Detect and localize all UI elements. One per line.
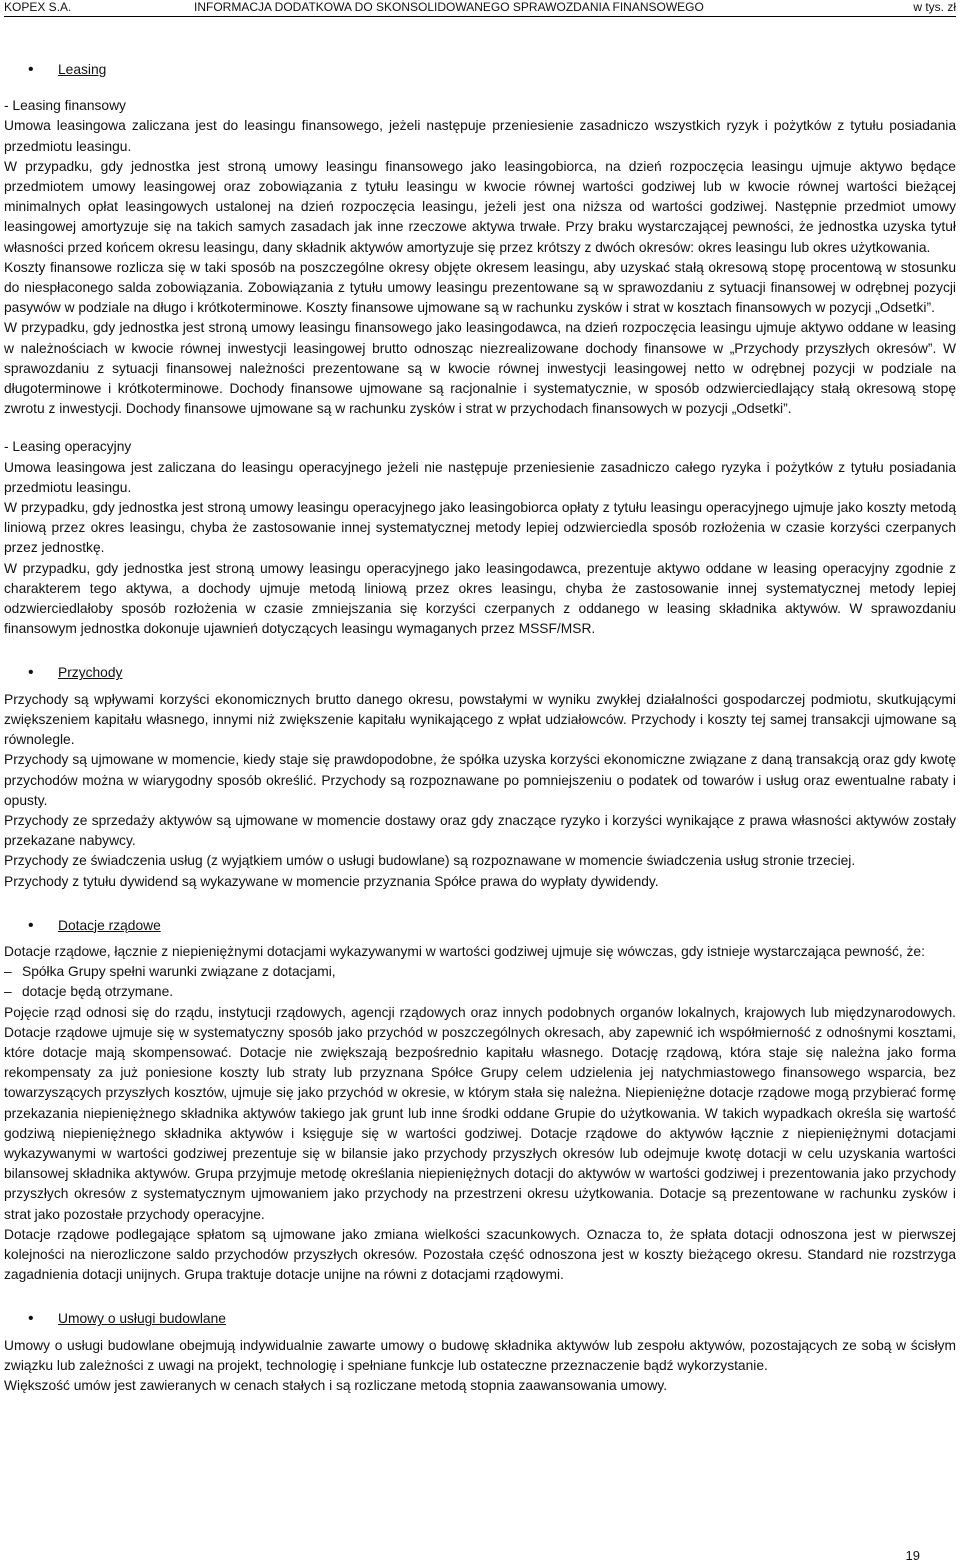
paragraph: W przypadku, gdy jednostka jest stroną umowy leasingu operacyjnego jako leasingodawca, prezentuje aktywo oddane w leasing operacyjny zgodnie z charakterem tego aktywa, a dochody ujmuje metodą liniową przez okres leasingu, chyba że zastosowanie innej systematycznej metody lepiej odzwierciedlałoby sposób rozłożenia w czasie zmniejszania się korzyści czerpanych z oddanego w leasing składnika aktywów. W sprawozdaniu finansowym jednostka dokonuje ujawnień dotyczących leasingu wymaganych przez MSSF/MSR. <box>4 560 956 637</box>
paragraph: Umowy o usługi budowlane obejmują indywidualnie zawarte umowy o budowę składnika aktywów lub zespołu aktywów, pozostających ze sobą w ścisłym związku lub zależności z uwagi na projekt, technologię i spełniane funkcje lub ostateczne przeznaczenie bądź wykorzystanie. <box>4 1337 956 1373</box>
section-heading-leasing <box>4 60 956 80</box>
paragraph: Dotacje rządowe, łącznie z niepieniężnymi dotacjami wykazywanymi w wartości godziwej ujmuje się wówczas, gdy istnieje wystarczająca pewność, że: <box>4 943 925 959</box>
units-note: w tys. zł <box>913 0 956 14</box>
list-item-text: dotacje będą otrzymane. <box>22 984 174 1000</box>
paragraph: Przychody ze sprzedaży aktywów są ujmowane w momencie dostawy oraz gdy znaczące ryzyko i korzyści wynikające z prawa własności aktywów zostały przekazane nabywcy. <box>4 812 956 849</box>
paragraph: Przychody są wpływami korzyści ekonomicznych brutto danego okresu, powstałymi w wyniku zwykłej działalności gospodarczej podmiotu, skutkującymi zwiększeniem kapitału własnego, innymi niż zwiększenie kapitału wynikającego z wpłat udziałowców. Przychody i koszty tej samej transakcji ujmowane są równolegle. <box>4 691 956 748</box>
section-title: Leasing <box>58 62 107 77</box>
list-item <box>4 962 956 982</box>
document-body <box>4 54 956 1396</box>
paragraph: W przypadku, gdy jednostka jest stroną umowy leasingu finansowego jako leasingobiorca, na dzień rozpoczęcia leasingu ujmuje aktywo będące przedmiotem umowy leasingowej oraz zobowiązania z tytułu leasingu w kwocie równej wartości godziwej lub w kwocie równej wartości bieżącej minimalnych opłat leasingowych ustalonej na dzień rozpoczęcia leasingu, jeżeli jest ona niższa od wartości godziwej. Następnie przedmiot umowy leasingowej amortyzuje się na takich samych zasadach jak inne rzeczowe aktywa trwałe. Przy braku wystarczającej pewności, że jednostka uzyska tytuł własności przed końcem okresu leasingu, dany składnik aktywów amortyzuje się przez krótszy z dwóch okresów: okres leasingu lub okres użytkowania. <box>4 158 956 255</box>
section-title: Dotacje rządowe <box>58 917 161 933</box>
subsection-title: - Leasing finansowy <box>4 98 126 114</box>
section-heading-budowlane <box>4 1309 956 1329</box>
section-heading-przychody <box>4 663 956 683</box>
section-title: Umowy o usługi budowlane <box>58 1311 226 1327</box>
paragraph: Koszty finansowe rozlicza się w taki sposób na poszczególne okresy objęte okresem leasingu, aby uzyskać stałą okresową stopę procentową w stosunku do niespłaconego salda zobowiązania. Zobowiązania z tytułu umowy leasingu prezentowane są w sprawozdaniu z sytuacji finansowej w odrębnej pozycji pasywów w podziale na długo i krótkoterminowe. Koszty finansowe ujmowane są w rachunku zysków i strat w kosztach finansowych w pozycji „Odsetki”. <box>4 259 956 316</box>
document-title: INFORMACJA DODATKOWA DO SKONSOLIDOWANEGO SPRAWOZDANIA FINANSOWEGO <box>194 0 704 14</box>
bullet-icon: • <box>28 664 34 682</box>
page-header <box>4 0 956 17</box>
paragraph: Przychody z tytułu dywidend są wykazywane w momencie przyznania Spółce prawa do wypłaty dywidendy. <box>4 873 659 889</box>
subsection-title: - Leasing operacyjny <box>4 439 132 455</box>
paragraph: Większość umów jest zawieranych w cenach stałych i są rozliczane metodą stopnia zaawansowania umowy. <box>4 1377 668 1393</box>
page-number: 19 <box>905 1548 920 1563</box>
paragraph: W przypadku, gdy jednostka jest stroną umowy leasingu operacyjnego jako leasingobiorca opłaty z tytułu leasingu operacyjnego ujmuje jako koszty metodą liniową przez okres leasingu, chyba że zastosowanie innej systematycznej metody lepiej odzwierciedla sposób rozłożenia w czasie korzyści czerpanych przez jednostkę. <box>4 500 956 556</box>
section-heading-dotacje <box>4 916 956 936</box>
paragraph: Umowa leasingowa jest zaliczana do leasingu operacyjnego jeżeli nie następuje przeniesienie zasadniczo całego ryzyka i pożytków z tytułu posiadania przedmiotu leasingu. <box>4 459 956 495</box>
paragraph: Przychody ze świadczenia usług (z wyjątkiem umów o usługi budowlane) są rozpoznawane w momencie świadczenia usług stronie trzeciej. <box>4 853 856 869</box>
paragraph: Przychody są ujmowane w momencie, kiedy staje się prawdopodobne, że spółka uzyska korzyści ekonomiczne związane z daną transakcją oraz gdy kwotę przychodów można w wiarygodny sposób określić. Przychody są rozpoznawane po pomniejszeniu o podatek od towarów i usług oraz ewentualne rabaty i opusty. <box>4 752 956 808</box>
list-item-text: Spółka Grupy spełni warunki związane z dotacjami, <box>22 964 336 980</box>
condition-list <box>4 962 956 1002</box>
list-item <box>4 982 956 1002</box>
bullet-icon: • <box>28 1310 34 1328</box>
paragraph: Pojęcie rząd odnosi się do rządu, instytucji rządowych, agencji rządowych oraz innych podobnych organów lokalnych, krajowych lub międzynarodowych. Dotacje rządowe ujmuje się w systematyczny sposób jako przychód w poszczególnych okresach, aby zapewnić ich współmierność z odnośnymi kosztami, które dotacje mają skompensować. Dotacje nie zwiększają bezpośrednio kapitału własnego. Dotację rządową, która staje się należna jako forma rekompensaty za już poniesione koszty lub straty lub przyznana Spółce Grupy celem udzielenia jej natychmiastowego finansowego wsparcia, bez towarzyszących przyszłych kosztów, ujmuje się jako przychód w okresie, w którym stała się należna. Niepieniężne dotacje rządowe mogą przybierać formę przekazania niepieniężnego składnika aktywów takiego jak grunt lub inne środki oddane Grupie do użytkowania. W takich wypadkach określa się wartość godziwą niepieniężnego składnika aktywów i księguje się w wartości godziwej. Dotacje rządowe do aktywów łącznie z niepieniężnymi dotacjami wykazywanymi w wartości godziwej prezentuje się w bilansie jako przychody przyszłych okresów lub odejmuje kwotę dotacji w celu uzyskania wartości bilansowej składnika aktywów. Grupa przyjmuje metodę określania niepieniężnych dotacji do aktywów w wartości godziwej i prezentowania jako przychody przyszłych okresów z systematycznym ujmowaniem jako przychody na przestrzeni okresu użytkowania. Dotacje są prezentowane w rachunku zysków i strat jako pozostałe przychody operacyjne. <box>4 1004 956 1222</box>
paragraph: W przypadku, gdy jednostka jest stroną umowy leasingu finansowego jako leasingodawca, na dzień rozpoczęcia leasingu ujmuje aktywo oddane w leasing w należnościach w kwocie równej inwestycji leasingowej brutto odnosząc niezrealizowane dochody finansowe w „Przychody przyszłych okresów”. W sprawozdaniu z sytuacji finansowej należności prezentowane są w kwocie równej inwestycji leasingowej netto w odrębnej pozycji w podziale na długoterminowe i krótkoterminowe. Dochody finansowe ujmowane są racjonalnie i systematycznie, w sposób odzwierciedlający stałą okresową stopę zwrotu z inwestycji. Dochody finansowe ujmowane są w rachunku zysków i strat w przychodach finansowych w pozycji „Odsetki”. <box>4 320 956 417</box>
bullet-icon: • <box>28 61 34 78</box>
dash-icon: – <box>4 964 12 980</box>
dash-icon: – <box>4 984 12 1000</box>
company-name: KOPEX S.A. <box>4 0 72 14</box>
paragraph: Dotacje rządowe podlegające spłatom są ujmowane jako zmiana wielkości szacunkowych. Oznacza to, że spłata dotacji odnoszona jest w pierwszej kolejności na nierozliczone saldo przychodów przyszłych okresów. Pozostała część odnoszona jest w koszty bieżącego okresu. Standard nie rozstrzyga zagadnienia dotacji unijnych. Grupa traktuje dotacje unijne na równi z dotacjami rządowymi. <box>4 1226 956 1283</box>
section-title: Przychody <box>58 665 123 681</box>
bullet-icon: • <box>28 916 34 934</box>
paragraph: Umowa leasingowa zaliczana jest do leasingu finansowego, jeżeli następuje przeniesienie zasadniczo wszystkich ryzyk i pożytków z tytułu posiadania przedmiotu leasingu. <box>4 118 956 154</box>
